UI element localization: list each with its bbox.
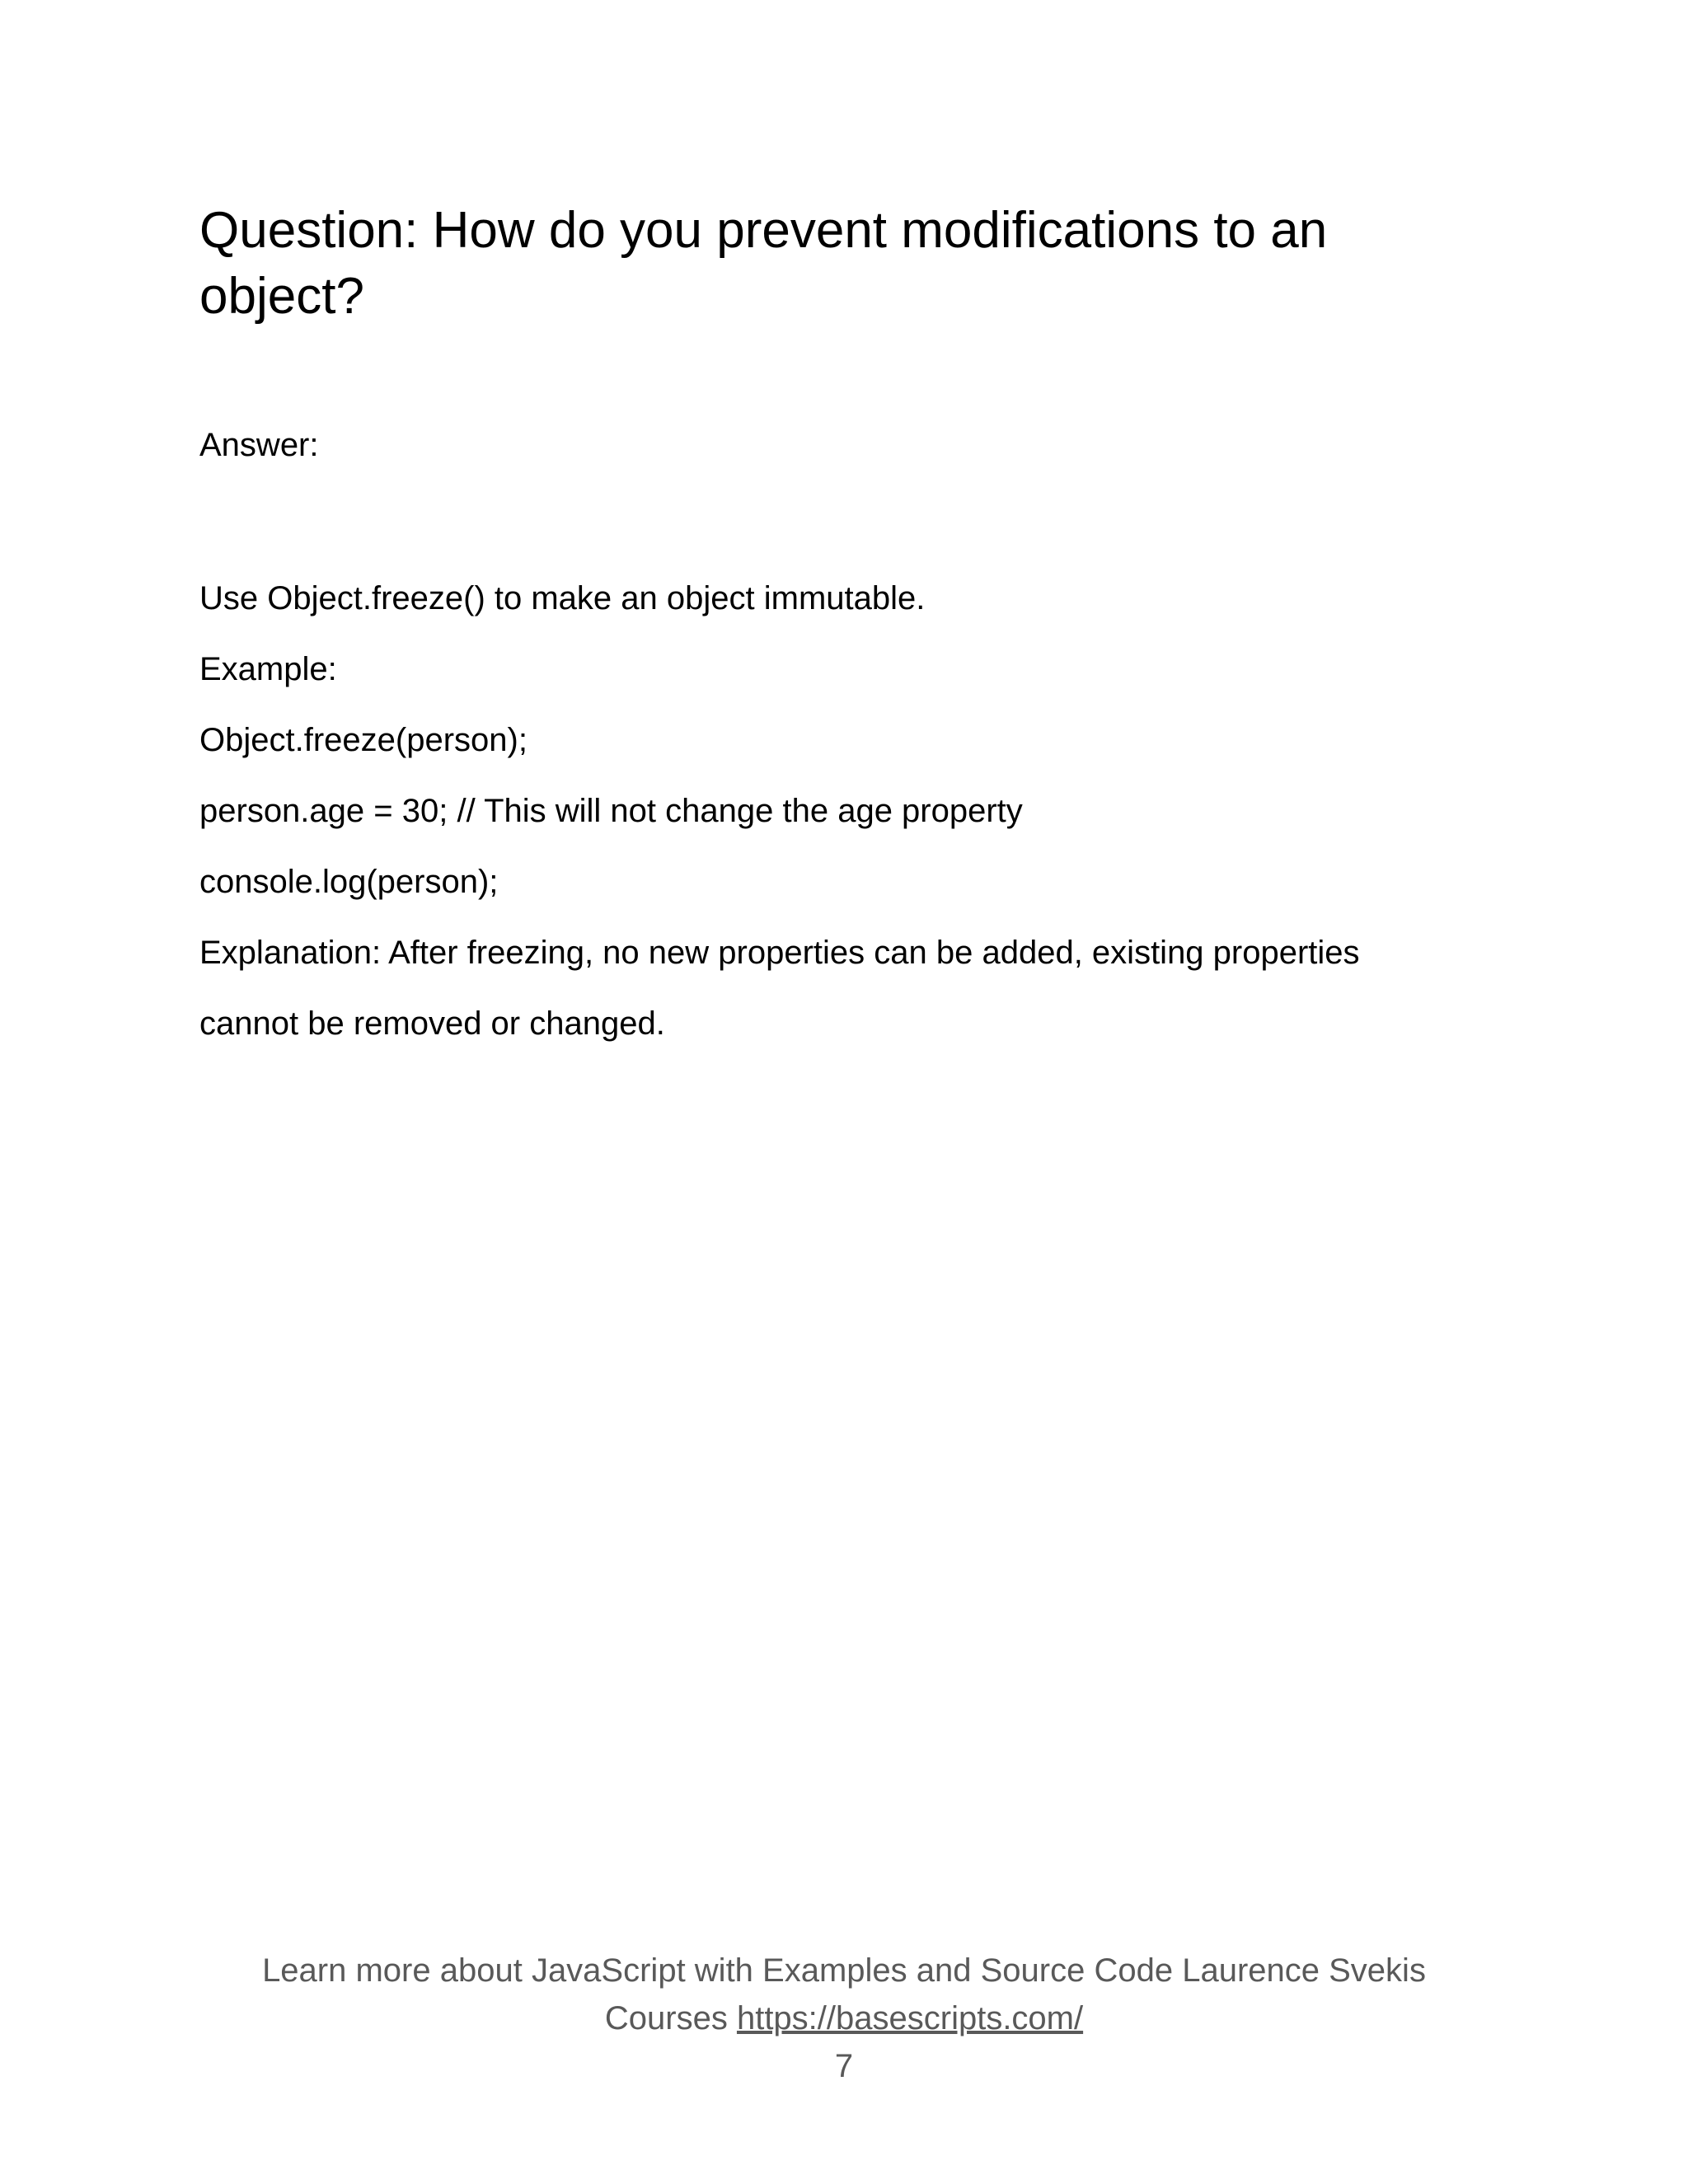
answer-line-example-label: Example: [199, 651, 337, 687]
footer-line-1: Learn more about JavaScript with Examples and Source Code Laurence Svekis [262, 1952, 1426, 1989]
page-number: 7 [834, 2048, 854, 2084]
code-line-log: console.log(person); [199, 864, 499, 900]
page-content [199, 198, 1518, 1042]
answer-line-intro: Use Object.freeze() to make an object immutable. [199, 580, 926, 616]
code-line-freeze: Object.freeze(person); [199, 722, 528, 758]
question-heading: Question: How do you prevent modifications to an object? [199, 202, 1328, 325]
answer-body [199, 563, 1502, 1059]
answer-label: Answer: [199, 427, 319, 463]
footer-line-2 [0, 1994, 1688, 2042]
page-footer [0, 1947, 1688, 2090]
explanation-line-1: Explanation: After freezing, no new properties can be added, existing properties [199, 935, 1360, 971]
basescripts-link[interactable]: https://basescripts.com/ [736, 2000, 1084, 2036]
explanation-line-2: cannot be removed or changed. [199, 1005, 665, 1042]
code-line-assign: person.age = 30; // This will not change the age property [199, 793, 1023, 829]
footer-courses-label: Courses [604, 2000, 737, 2036]
